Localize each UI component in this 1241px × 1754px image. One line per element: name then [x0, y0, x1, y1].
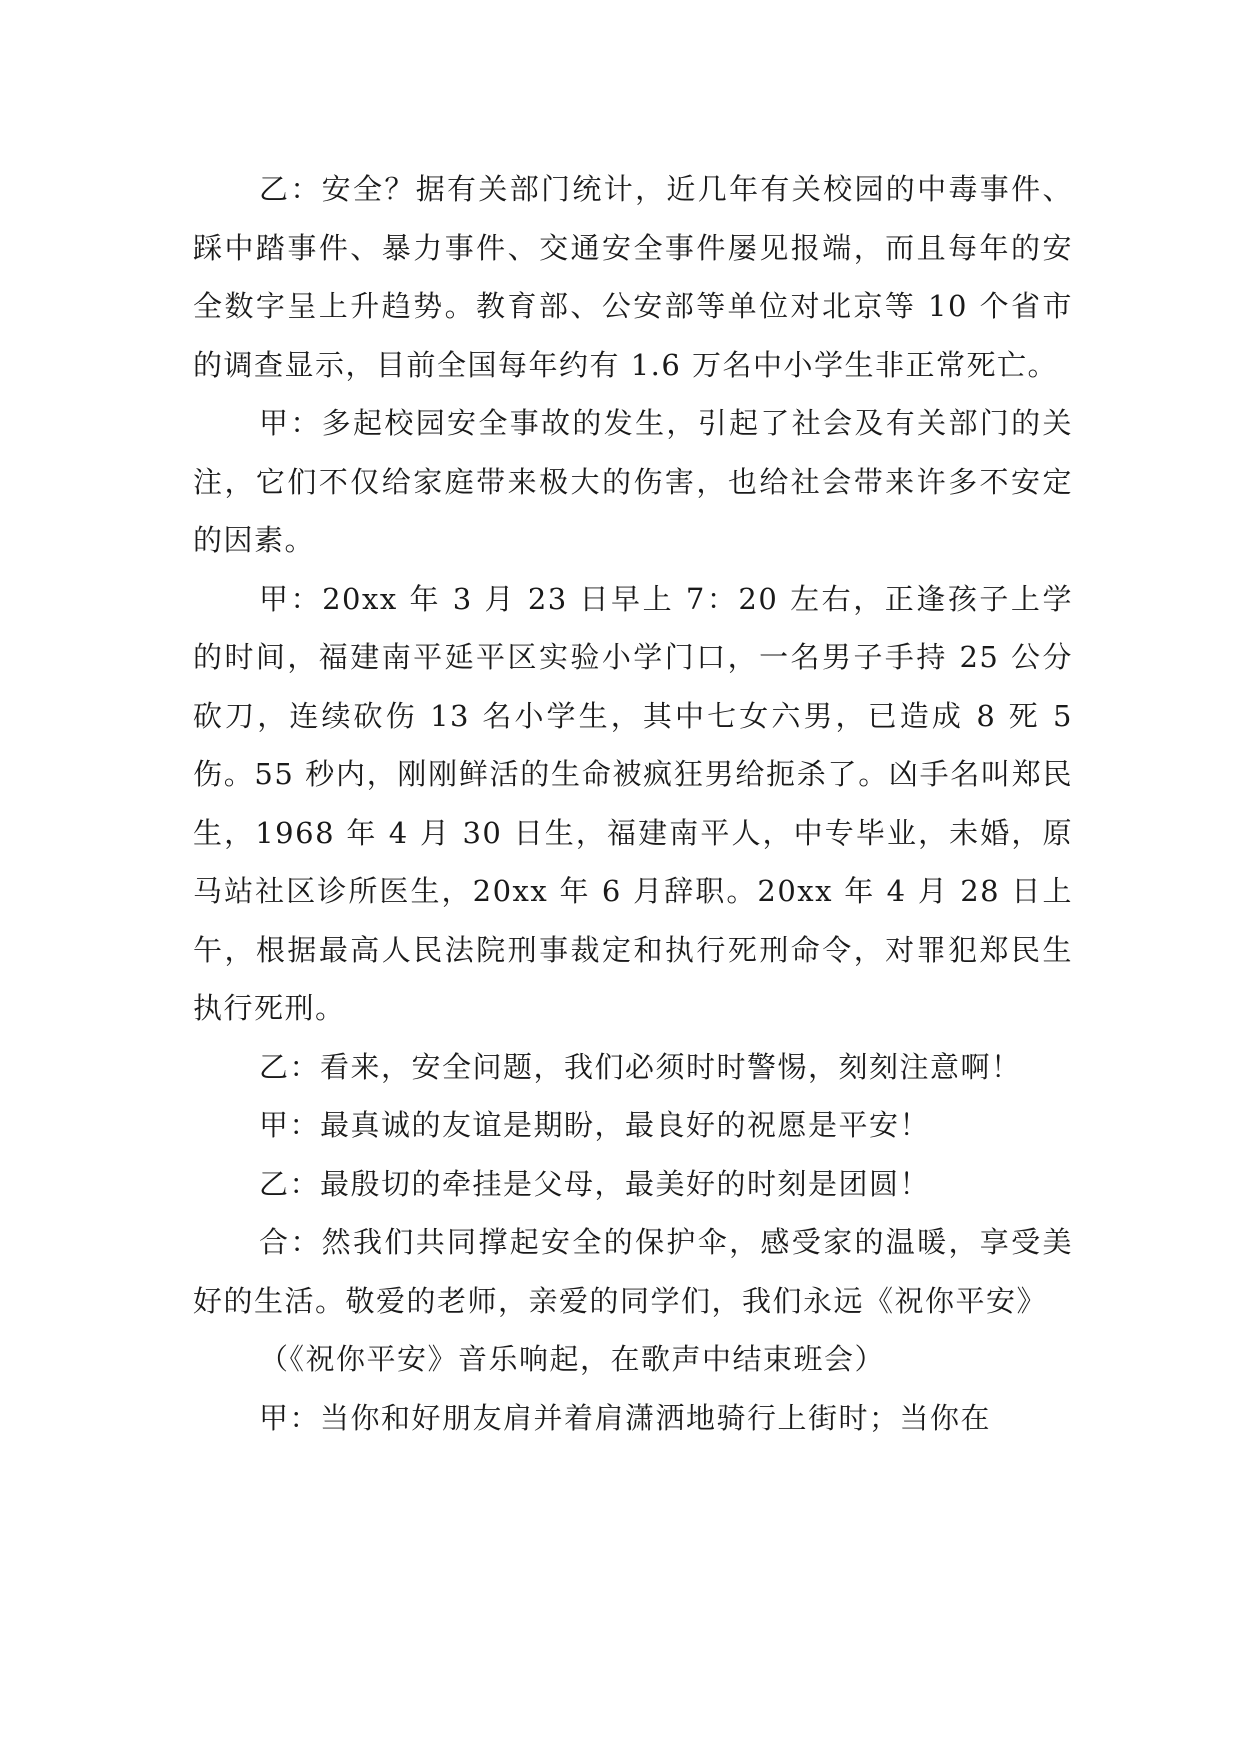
paragraph-jia-nanping-incident: 甲：20xx 年 3 月 23 日早上 7：20 左右，正逢孩子上学的时间，福建南平延平区实验小学门口，一名男子手持 25 公分砍刀，连续砍伤 13 名小学生，其中七女六男，已造成 8 死 5 伤。55 秒内，刚刚鲜活的生命被疯狂男给扼杀了。凶手名叫郑民生，1968 年 4 月 30 日生，福建南平人，中专毕业，未婚，原马站社区诊所医生，20xx 年 6 月辞职。20xx 年 4 月 28 日上午，根据最高人民法院刑事裁定和执行死刑命令，对罪犯郑民生执行死刑。	[193, 581, 1073, 1025]
paragraph-jia-campus-accidents: 甲：多起校园安全事故的发生，引起了社会及有关部门的关注，它们不仅给家庭带来极大的伤害，也给社会带来许多不安定的因素。	[193, 406, 1073, 557]
paragraph-yi-vigilance: 乙：看来，安全问题，我们必须时时警惕，刻刻注意啊！	[259, 1049, 1022, 1084]
paragraph-jia-riding: 甲：当你和好朋友肩并着肩潇洒地骑行上街时；当你在	[259, 1400, 992, 1435]
document-body	[193, 160, 1073, 1447]
paragraph-stage-direction: （《祝你平安》音乐响起，在歌声中结束班会）	[259, 1342, 886, 1376]
paragraph-yi-parents: 乙：最殷切的牵挂是父母，最美好的时刻是团圆！	[259, 1166, 931, 1201]
paragraph-jia-friendship: 甲：最真诚的友谊是期盼，最良好的祝愿是平安！	[259, 1108, 931, 1142]
paragraph-he-together: 合：然我们共同撑起安全的保护伞，感受家的温暖，享受美好的生活。敬爱的老师，亲爱的同学们，我们永远《祝你平安》	[193, 1225, 1073, 1318]
paragraph-yi-safety-statistics: 乙：安全？据有关部门统计，近几年有关校园的中毒事件、踩中踏事件、暴力事件、交通安全事件屡见报端，而且每年的安全数字呈上升趋势。教育部、公安部等单位对北京等 10 个省市的调查显示，目前全国每年约有 1.6 万名中小学生非正常死亡。	[193, 172, 1073, 382]
